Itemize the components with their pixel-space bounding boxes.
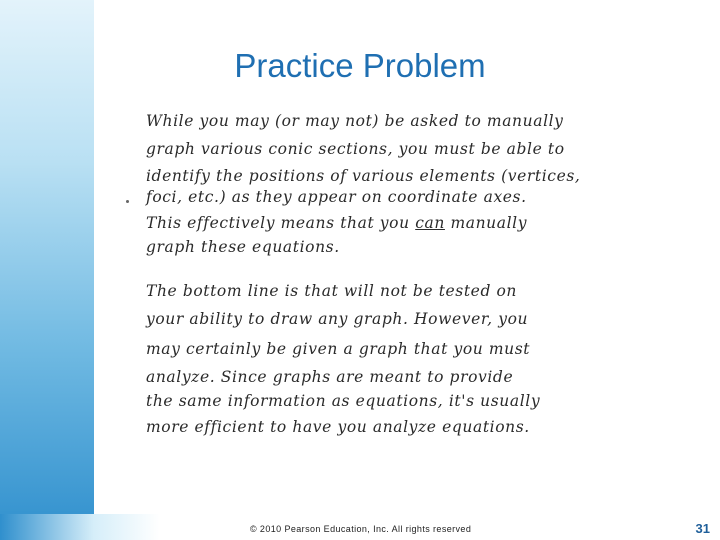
note-line-11: the same information as equations, it's usually [146,392,541,410]
note-line-5-start: This effectively means that you [146,214,416,232]
note-line-6: graph these equations. [146,238,340,256]
slide-title: Practice Problem [234,47,486,84]
note-line-4: foci, etc.) as they appear on coordinate axes. [146,188,527,206]
page-number: 31 [695,521,710,536]
stray-mark [126,200,129,203]
copyright-footer: © 2010 Pearson Education, Inc. All rights reserved [250,524,472,534]
note-line-5-end: manually [444,214,528,232]
note-line-7: The bottom line is that will not be tested on [146,282,518,300]
note-line-3: identify the positions of various elements (vertices, [146,167,581,185]
note-line-10: analyze. Since graphs are meant to provide [146,368,514,386]
note-line-2: graph various conic sections, you must be able to [146,140,565,158]
note-line-9: may certainly be given a graph that you must [146,340,531,358]
note-line-1: While you may (or may not) be asked to manually [146,112,564,130]
note-line-8: your ability to draw any graph. However, you [146,310,529,328]
note-line-12: more efficient to have you analyze equations. [146,418,530,436]
note-line-5 [146,214,527,232]
note-line-5-emphasis: can [415,214,445,232]
handwritten-note [138,102,581,442]
